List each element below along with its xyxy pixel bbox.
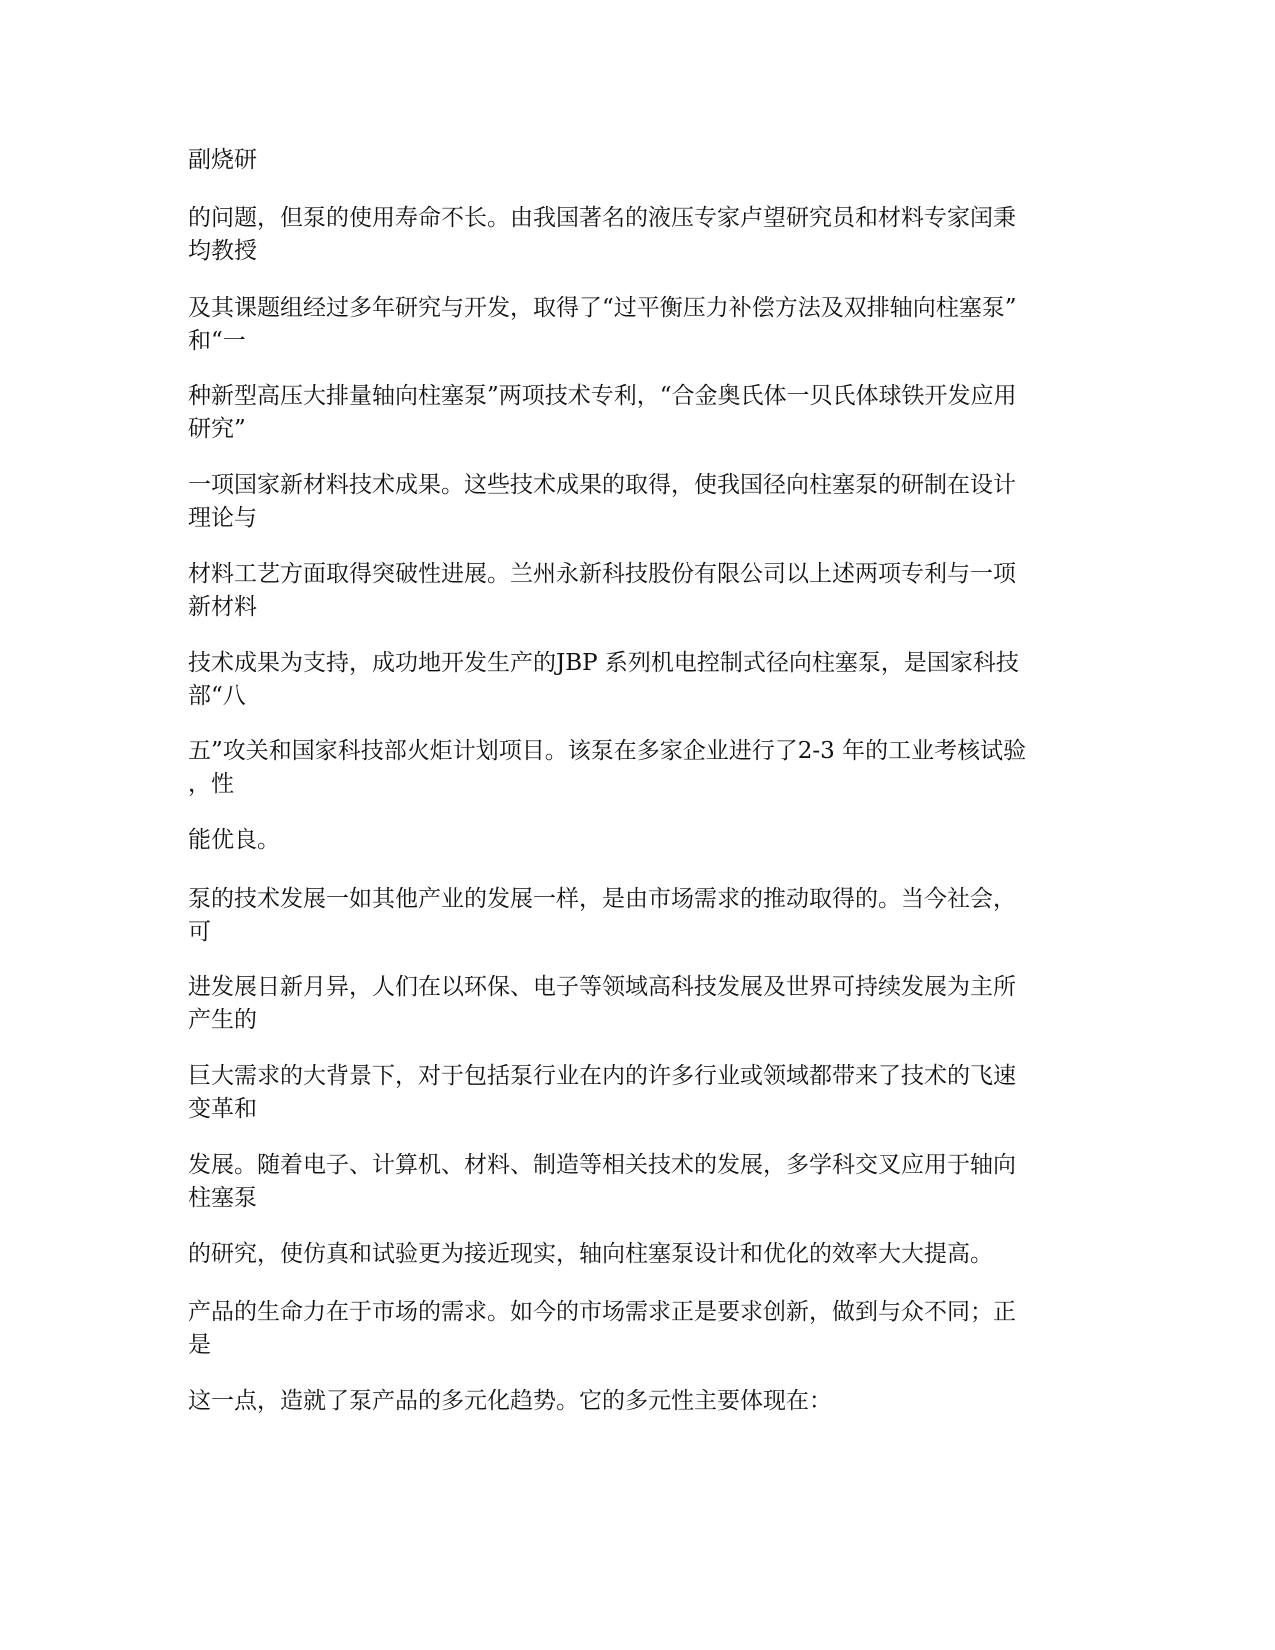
paragraph-12 (188, 1060, 1088, 1126)
paragraph-line: 泵的技术发展一如其他产业的发展一样，是由市场需求的推动取得的。当今社会， (188, 886, 1016, 912)
paragraph-line: 的问题，但泵的使用寿命不长。由我国著名的液压专家卢望研究员和材料专家闰秉 (188, 205, 1016, 231)
paragraph-5 (188, 469, 1088, 535)
paragraph-line: 变革和 (188, 1096, 257, 1122)
paragraph-2 (188, 202, 1088, 268)
paragraph-4 (188, 380, 1088, 446)
paragraph-15 (188, 1296, 1088, 1362)
paragraph-line: ，性 (188, 771, 234, 797)
paragraph-line: 可 (188, 919, 211, 945)
paragraph-11 (188, 971, 1088, 1037)
paragraph-line: 一项国家新材料技术成果。这些技术成果的取得，使我国径向柱塞泵的研制在设计 (188, 472, 1016, 498)
paragraph-line: 的研究，使仿真和试验更为接近现实，轴向柱塞泵设计和优化的效率大大提高。 (188, 1241, 993, 1267)
paragraph-line: 发展。随着电子、计算机、材料、制造等相关技术的发展，多学科交叉应用于轴向 (188, 1152, 1016, 1178)
paragraph-line: 及其课题组经过多年研究与开发，取得了“过平衡压力补偿方法及双排轴向柱塞泵” (188, 295, 1017, 321)
paragraph-7 (188, 647, 1088, 713)
paragraph-3 (188, 292, 1088, 358)
paragraph-16 (188, 1385, 1088, 1418)
paragraph-line: 新材料 (188, 594, 257, 620)
paragraph-line: 五”攻关和国家科技部火炬计划项目。该泵在多家企业进行了2-3 年的工业考核试验 (188, 738, 1027, 764)
paragraph-line: 材料工艺方面取得突破性进展。兰州永新科技股份有限公司以上述两项专利与一项 (188, 561, 1016, 587)
paragraph-line: 技术成果为支持，成功地开发生产的JBP 系列机电控制式径向柱塞泵，是国家科技 (188, 650, 1019, 676)
paragraph-9 (188, 824, 1088, 857)
paragraph-line: 这一点，造就了泵产品的多元化趋势。它的多元性主要体现在： (188, 1388, 832, 1414)
paragraph-line: 是 (188, 1332, 211, 1358)
paragraph-10 (188, 883, 1088, 949)
paragraph-6 (188, 558, 1088, 624)
paragraph-line: 理论与 (188, 505, 257, 531)
paragraph-line: 种新型高压大排量轴向柱塞泵”两项技术专利，“合金奥氏体一贝氏体球铁开发应用 (188, 383, 1017, 409)
paragraph-line: 和“一 (188, 328, 246, 354)
paragraph-1 (188, 144, 1088, 177)
paragraph-line: 进发展日新月异，人们在以环保、电子等领域高科技发展及世界可持续发展为主所 (188, 974, 1016, 1000)
paragraph-line: 产生的 (188, 1007, 257, 1033)
paragraph-line: 部“八 (188, 683, 246, 709)
paragraph-line: 能优良。 (188, 827, 280, 853)
paragraph-8 (188, 735, 1088, 801)
paragraph-line: 产品的生命力在于市场的需求。如今的市场需求正是要求创新，做到与众不同；正 (188, 1299, 1016, 1325)
paragraph-line: 副烧研 (188, 147, 257, 173)
paragraph-14 (188, 1238, 1088, 1271)
paragraph-line: 研究” (188, 416, 246, 442)
paragraph-13 (188, 1149, 1088, 1215)
paragraph-line: 均教授 (188, 238, 257, 264)
paragraph-line: 柱塞泵 (188, 1185, 257, 1211)
paragraph-line: 巨大需求的大背景下，对于包括泵行业在内的许多行业或领域都带来了技术的飞速 (188, 1063, 1016, 1089)
